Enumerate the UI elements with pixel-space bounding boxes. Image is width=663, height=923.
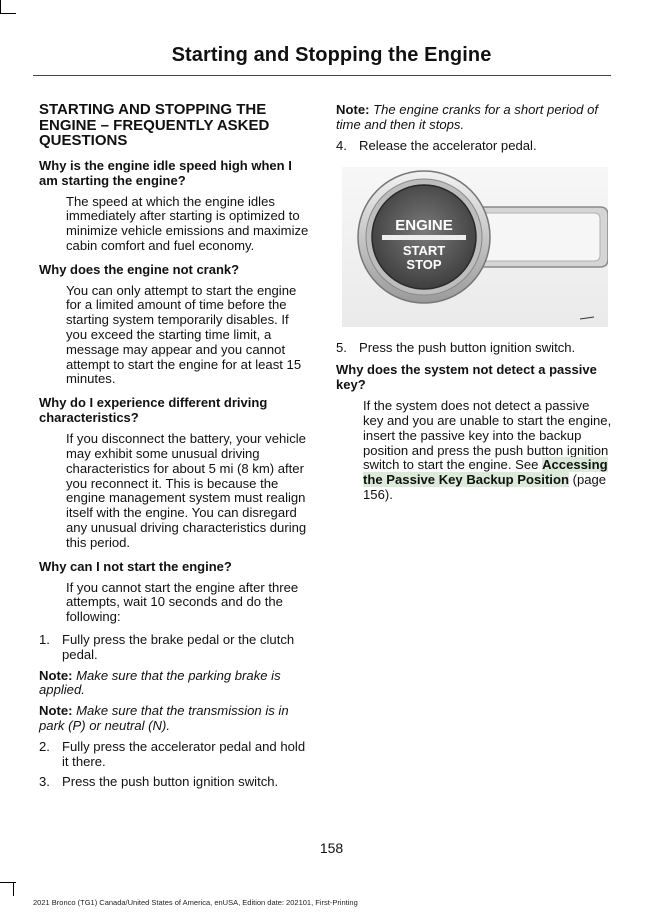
section-title: STARTING AND STOPPING THE ENGINE – FREQUENTLY ASKED QUESTIONS bbox=[39, 101, 270, 149]
step-text: Fully press the brake pedal or the clutch pedal. bbox=[62, 632, 295, 662]
answer-passive-key bbox=[336, 399, 612, 503]
note-engine-cranks bbox=[336, 103, 612, 133]
note-text: Make sure that the parking brake is applied. bbox=[39, 667, 281, 698]
engine-start-stop-figure bbox=[342, 167, 608, 327]
answer-idle-speed: The speed at which the engine idles immediately after starting is optimized to minimize vehicle emissions and maximize cabin comfort and fuel economy. bbox=[66, 193, 309, 253]
step-number: 5. bbox=[336, 340, 347, 356]
note-label: Note: bbox=[39, 667, 73, 683]
question-idle-speed: Why is the engine idle speed high when I am starting the engine? bbox=[39, 157, 292, 188]
right-column bbox=[336, 103, 612, 511]
step-5 bbox=[336, 341, 612, 356]
step-2 bbox=[39, 740, 313, 770]
answer-driving-characteristics: If you disconnect the battery, your vehicle may exhibit some unusual driving characteristics for about 5 mi (8 km) after you reconnect it. This is because the engine management system must realign itself with the engine. You can disregard any unusual driving characteristics during this period. bbox=[66, 431, 307, 550]
header-divider bbox=[33, 75, 611, 76]
note-label: Note: bbox=[336, 102, 370, 117]
question-driving-characteristics: Why do I experience different driving characteristics? bbox=[39, 395, 268, 426]
left-column bbox=[39, 102, 313, 796]
answer-engine-not-crank: You can only attempt to start the engine for a limited amount of time before the starting system temporarily disables. If you exceed the starting time limit, a message may appear and you cannot attempt to start the engine for at least 15 minutes. bbox=[66, 282, 302, 387]
answer-text: If the system does not detect a passive key and you are unable to start the engine, insert the passive key into the backup position and press the push button ignition switch to start the engine. See bbox=[363, 398, 612, 473]
step-text: Fully press the accelerator pedal and hold it there. bbox=[62, 738, 306, 769]
question-passive-key: Why does the system not detect a passive key? bbox=[336, 362, 597, 393]
question-cannot-start: Why can I not start the engine? bbox=[39, 558, 232, 574]
step-3 bbox=[39, 775, 313, 790]
step-number: 4. bbox=[336, 137, 347, 153]
figure-label-engine: ENGINE bbox=[395, 217, 453, 235]
note-text: Make sure that the transmission is in park (P) or neutral (N). bbox=[39, 703, 289, 734]
step-1 bbox=[39, 633, 313, 663]
step-text: Press the push button ignition switch. bbox=[62, 774, 279, 790]
answer-page-ref: (page 156). bbox=[363, 472, 607, 502]
step-number: 3. bbox=[39, 774, 50, 790]
engine-start-stop-button-icon bbox=[342, 167, 608, 327]
step-4 bbox=[336, 139, 612, 154]
note-text: The engine cranks for a short period of time and then it stops. bbox=[336, 102, 599, 132]
note-parking-brake bbox=[39, 669, 313, 699]
step-number: 2. bbox=[39, 738, 50, 754]
note-transmission bbox=[39, 704, 313, 734]
note-label: Note: bbox=[39, 703, 73, 719]
step-text: Release the accelerator pedal. bbox=[359, 137, 537, 153]
crop-mark bbox=[13, 882, 14, 896]
answer-cannot-start: If you cannot start the engine after three attempts, wait 10 seconds and do the following: bbox=[66, 579, 299, 625]
cross-reference-link[interactable]: Accessing the Passive Key Backup Position bbox=[363, 457, 608, 488]
step-number: 1. bbox=[39, 632, 50, 648]
question-engine-not-crank: Why does the engine not crank? bbox=[39, 261, 240, 277]
page-number: 158 bbox=[319, 840, 344, 856]
crop-mark bbox=[0, 13, 16, 14]
footer-edition: 2021 Bronco (TG1) Canada/United States of America, enUSA, Edition date: 202101, First-Printing bbox=[33, 898, 358, 907]
figure-label-stop: STOP bbox=[406, 257, 442, 273]
step-text: Press the push button ignition switch. bbox=[359, 340, 576, 356]
figure-label-start: START bbox=[402, 243, 446, 259]
crop-mark bbox=[0, 0, 1, 14]
page-title: Starting and Stopping the Engine bbox=[171, 44, 492, 66]
